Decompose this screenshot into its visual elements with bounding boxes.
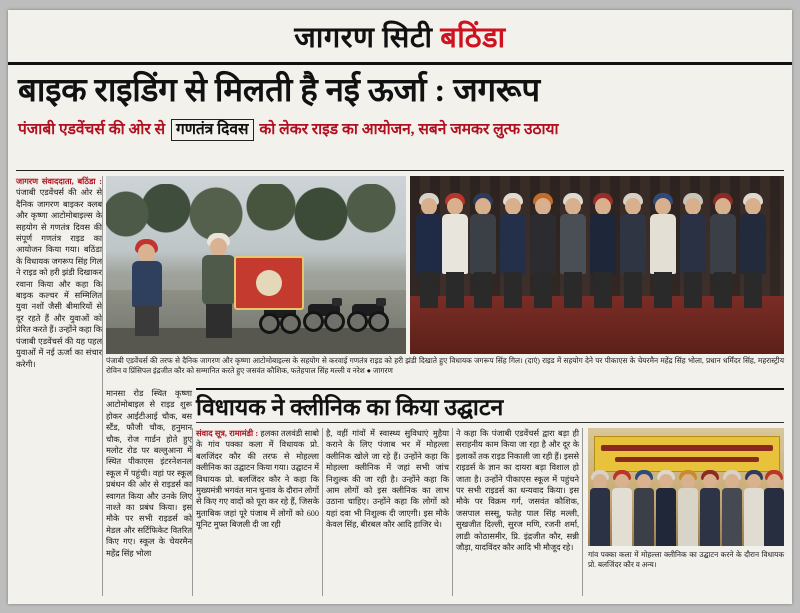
story1-text-1: पंजाबी एडवेंचर्स की ओर से दैनिक जागरण बाइकर क्लब और कृष्णा आटोमोबाइल्स के सहयोग से गणतंत्र दिवस की संपूर्ण गणतंत्र राइड का आयोजन किया गया। बठिंडा के विधायक जगरूप सिंह गिल ने राइड को हरी झंडी दिखाकर रवाना किया और कहा कि बाइक कल्चर में सम्मिलित युवा नशों जैसी बीमारियों से दूर रहते हैं और युवाओं को प्रेरित करते हैं। उन्होंने कहा कि पंजाबी एडवेंचर्स की यह पहल युवाओं में नई ऊर्जा का संचार करेगी। [16,188,102,369]
headline-block [8,65,792,145]
ceremonial-flag [234,256,304,310]
photo-caption-clinic: गांव पक्का कला में मोहल्ला क्लीनिक का उद्घाटन करने के दौरान विधायक प्रो. बलजिंदर कौर व अन्य। [588,550,784,569]
story1-text-4: इससे राइडर्स के ज्ञान का दायरा बड़ा विशाल हो जाता है। उन्होंने पीकाएस स्कूल में पहुंचने पर सभी राइडर्स का धन्यवाद किया। इस मौके पर विक्रम गर्ग, जसवंत कौशिक, जसपाल सस्सू, फतेह पाल सिंह मल्ली, सुखजीत दिल्ली, सुरज मणि, रजनी शर्मा, लाडी कोठासमीर, प्रि. इंद्रजीत कौर, सन्नी जौड़ा, यादविंदर कौर आदि भी मौजूद रहे। [456,451,579,553]
photo3-crowd [588,470,784,546]
column-rule [192,428,193,596]
sub-headline-before: पंजाबी एडवेंचर्स की ओर से [18,121,169,138]
story1-column-1 [16,176,102,596]
story2-column-1 [196,428,319,596]
story2-byline: संवाद सूत्र, रामामंडी : [196,429,259,438]
story1-column-3 [456,428,579,596]
masthead-title-edition: बठिंडा [440,21,506,54]
story1-byline: जागरण संवाददाता, बठिंडा : [16,177,102,186]
main-headline: बाइक राइडिंग से मिलती है नई ऊर्जा : जगरूप [18,73,540,109]
photo-flag-off [106,176,406,354]
photo-felicitation [410,176,784,354]
sub-headline [18,119,782,141]
motorcycle [302,298,346,332]
photo2-people-row [416,190,778,308]
photo3-banner [594,436,780,472]
photo-clinic-inauguration [588,428,784,546]
newspaper-sheet [8,10,792,604]
person-mla [128,244,168,336]
masthead-title [294,17,505,56]
column-rule [322,428,323,596]
story2-text-1: हलका तलवंडी साबो के गांव पक्का कला में विधायक प्रो. बलजिंदर कौर की तरफ से मोहल्ला क्लीनिक का उद्घाटन किया गया। उद्घाटन में विधायक प्रो. बलजिंदर कौर ने कहा कि मुख्यमंत्री भगवंत मान चुनाव के दौरान लोगों से किए गए वादों को पूरा कर रहे हैं, जिसके मुताबिक जहां पूरे पंजाब में लोगों को 600 यूनिट मुफ्त बिजली दी जा रही [196,429,319,530]
masthead-title-main: जागरण सिटी [294,21,441,54]
column-rule [452,428,453,596]
sub-headline-highlight: गणतंत्र दिवस [171,119,254,141]
story2-column-2: है, वहीं गांवों में स्वास्थ्य सुविधाएं मुहैया कराने के लिए पंजाब भर में मोहल्ला क्लीनिक खोले जा रहे हैं। उन्होंने कहा कि मोहल्ला क्लीनिक में जहां सभी जांच निशुल्क की जा रही है। उन्होंने कहा कि आम लोगों को इस क्लीनिक का लाभ उठाना चाहिए। उन्होंने कहा कि लोगों को यहां दवा भी निशुल्क दी जाएगी। इस मौके केवल सिंह, बीरबल कौर आदि हाजिर थे। [326,429,449,530]
content-grid [16,176,784,596]
story1-text-3: ने कहा कि पंजाबी एडवेंचर्स द्वारा बड़ा ही सराहनीय काम किया जा रहा है और दूर के इलाकों तक राइड निकाली जा रही हैं। [456,429,579,461]
photo1-treeline [106,184,406,242]
headline-divider [16,170,784,171]
story2-headline: विधायक ने क्लीनिक का किया उद्घाटन [196,395,504,420]
story1-column-2: मानसा रोड स्थित कृष्णा आटोमोबाइल से राइड शुरू होकर आईटीआई चौक, बस स्टैंड, फौजी चौक, हनुमान चौक, रोज गार्डन होते हुए मलोट रोड पर बल्लुआना में स्थित पीकाएस इंटरनेशनल स्कूल में पहुंची। वहां पर स्कूल प्रबंधन की ओर से राइडर्स का स्वागत किया और उनके लिए नाश्ते का प्रबंध किया। इस मौके पर सभी राइडर्स को मेडल और सर्टिफिकेट वितरित किए गए। स्कूल के चेयरमैन महेंद्र सिंह भोला [106,389,192,558]
column-rule [582,428,583,596]
photo-caption-main: पंजाबी एडवेंचर्स की तरफ से दैनिक जागरण और कृष्णा आटोमोबाइल्स के सहयोग से करवाई गणतंत्र राइड को हरी झंडी दिखाते हुए विधायक जगरूप सिंह गिल। (दाएं) राइड में सहयोग देने पर पीकाएस के चेयरमैन महेंद्र सिंह भोला, प्रधान धर्मिंदर सिंह, महरास्ट्रीय रोविन व प्रिंसिपल इंद्रजीत कौर को सम्मानित करते हुए जसवंत कौशिक, फतेहपाल सिंह मल्ली व नरेश ● जागरण [106,356,784,375]
story2-headline-block [196,388,784,422]
sub-headline-after: को लेकर राइड का आयोजन, सबने जमकर लुत्फ उठाया [255,121,559,138]
masthead [8,10,792,65]
story2-divider [196,422,784,423]
motorcycle [346,298,390,332]
column-rule [102,176,103,596]
